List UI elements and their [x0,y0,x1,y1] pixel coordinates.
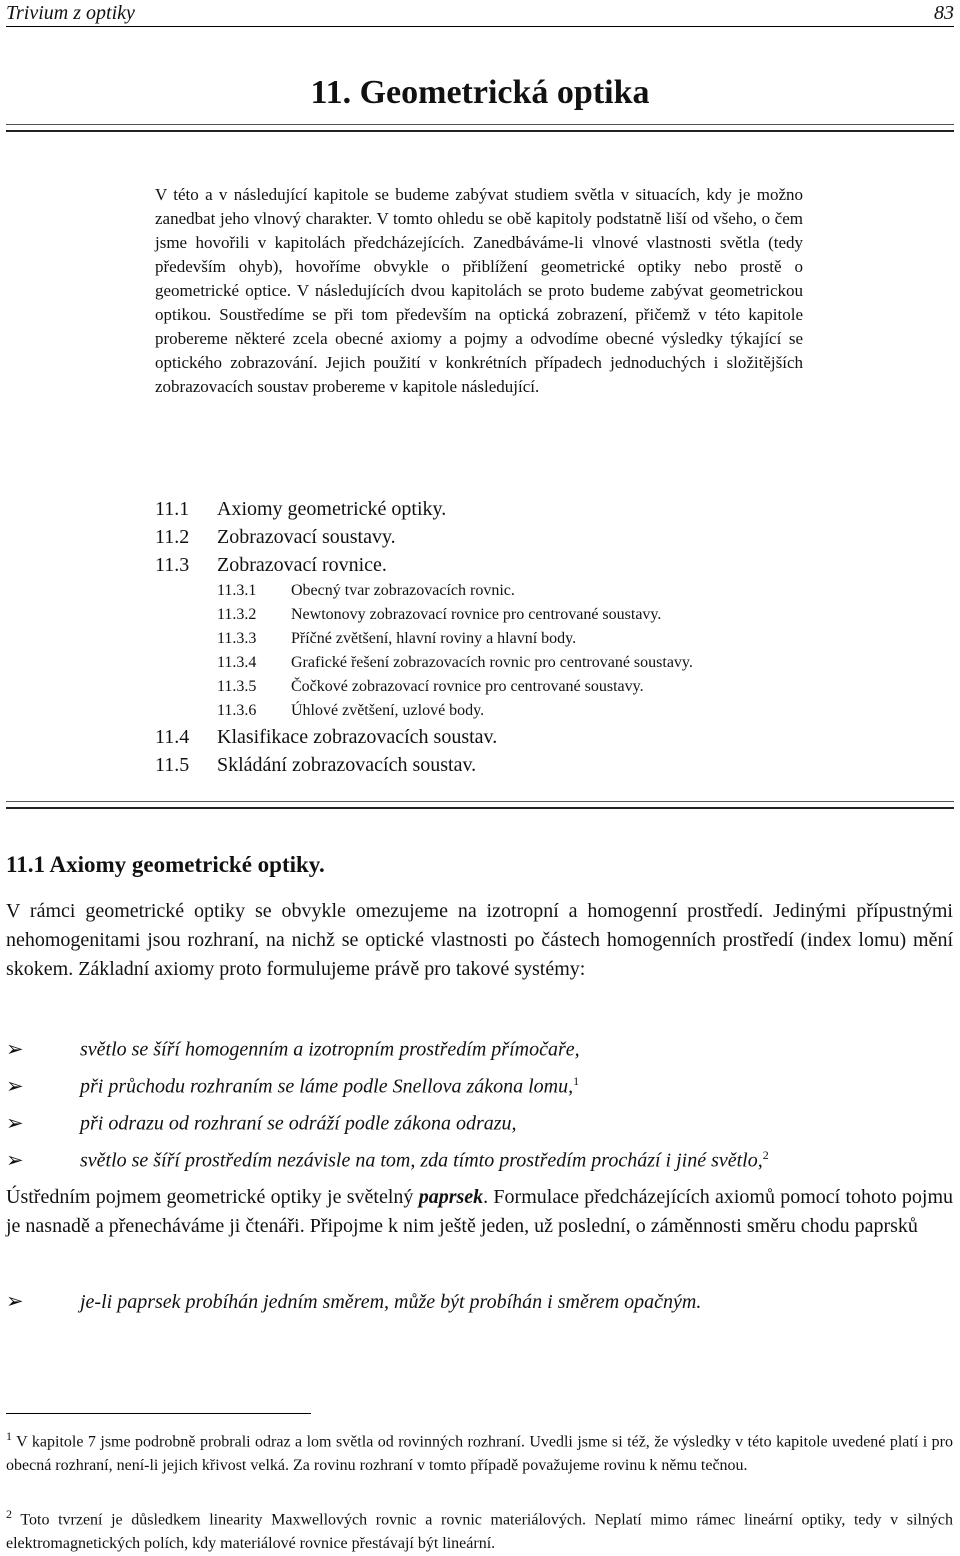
footnote-text: Toto tvrzení je důsledkem linearity Maxwellových rovnic a rovnic materiálových. Neplatí mimo rámec lineární optiky, tedy v silných elektromagnetických polích, kdy materiálové rovnice přestávají být lineární. [6,1511,953,1553]
top-divider [6,124,954,132]
toc-entry [155,723,855,751]
table-of-contents [155,495,855,779]
toc-number: 11.4 [155,726,190,748]
toc-title: Čočkové zobrazovací rovnice pro centrované soustavy. [291,678,644,695]
toc-number: 11.3.4 [217,654,257,671]
toc-title: Axiomy geometrické optiky. [217,498,447,520]
axiom-item [6,1100,946,1137]
toc-subentry [155,627,855,651]
axiom-text: je-li paprsek probíhán jedním směrem, může být probíhán i směrem opačným. [80,1291,702,1313]
toc-entry [155,495,855,523]
toc-number: 11.3.1 [217,582,257,599]
running-title: Trivium z optiky [6,2,135,24]
footnote-text: V kapitole 7 jsme podrobně probrali odraz a lom světla od rovinných rozhraní. Uvedli jsme si též, že výsledky v této kapitole uvedené platí i pro obecná rozhraní, není-li jejich křivost velká. Za rovinu rozhraní v tomto případě považujeme rovinu k němu tečnou. [6,1433,953,1475]
section-body [6,1183,953,1241]
section-paragraph: V rámci geometrické optiky se obvykle omezujeme na izotropní a homogenní prostředí. Jedinými přípustnými nehomogenitami jsou rozhraní, na nichž se optické vlastnosti po částech homogenních prostředí (index lomu) mění skokem. Základní axiomy proto formulujeme právě pro takové systémy: [6,900,953,980]
toc-number: 11.3 [155,554,190,576]
section-divider [6,801,954,809]
toc-title: Skládání zobrazovacích soustav. [217,754,477,776]
toc-entry [155,523,855,551]
toc-subentry [155,699,855,723]
footnote-divider [6,1413,311,1414]
toc-entry [155,751,855,779]
axiom-list [6,1283,946,1320]
page-number: 83 [934,2,954,24]
axiom-item [6,1137,946,1174]
arrow-bullet-icon: ➢ [6,1073,24,1098]
toc-number: 11.3.5 [217,678,257,695]
footnote [6,1502,953,1556]
axiom-item [6,1283,946,1320]
arrow-bullet-icon: ➢ [6,1289,24,1313]
axiom-text: světlo se šíří homogenním a izotropním prostředím přímočaře, [80,1038,580,1061]
toc-number: 11.2 [155,526,190,548]
section-body [6,897,953,984]
toc-subentry [155,675,855,699]
section-paragraph [6,1183,953,1241]
chapter-intro [155,183,803,399]
chapter-title: 11. Geometrická optika [310,74,650,111]
section-title: 11.1 Axiomy geometrické optiky. [6,852,325,877]
arrow-bullet-icon: ➢ [6,1147,24,1172]
toc-number: 11.3.2 [217,606,257,623]
toc-subentry [155,579,855,603]
paragraph-text: . Formulace předcházejících axiomů pomocí tohoto pojmu je nasnadě a přenecháváme ji čtenáři. Připojme k nim ještě jeden, už poslední, o záměnnosti směru chodu paprsků [6,1186,954,1237]
intro-paragraph: V této a v následující kapitole se budeme zabývat studiem světla v situacích, kdy je možno zanedbat jeho vlnový charakter. V tomto ohledu se obě kapitoly podstatně liší od všeho, o čem jsme hovořili v kapitolách předcházejících. Zanedbáváme-li vlnové vlastnosti světla (tedy především ohyb), hovoříme obvykle o přiblížení geometrické optiky nebo prostě o geometrické optice. V následujících dvou kapitolách se proto budeme zabývat geometrickou optikou. Soustředíme se při tom především na optická zobrazení, přičemž v této kapitole probereme některé zcela obecné axiomy a pojmy a odvodíme obecné výsledky týkající se optického zobrazování. Jejich použití v konkrétních případech jednoduchých i složitějších zobrazovacích soustav probereme v kapitole následující. [155,185,803,396]
arrow-bullet-icon: ➢ [6,1110,24,1135]
toc-title: Newtonovy zobrazovací rovnice pro centrované soustavy. [291,606,662,623]
toc-number: 11.1 [155,498,190,520]
arrow-bullet-icon: ➢ [6,1036,24,1061]
toc-title: Zobrazovací soustavy. [217,526,396,548]
axiom-item [6,1026,946,1063]
toc-title: Grafické řešení zobrazovacích rovnic pro centrované soustavy. [291,654,693,671]
toc-subentry [155,603,855,627]
axiom-text: světlo se šíří prostředím nezávisle na tom, zda tímto prostředím prochází i jiné světlo, [80,1149,763,1172]
toc-title: Obecný tvar zobrazovacích rovnic. [291,582,515,599]
footnote-mark: 2 [6,1507,12,1521]
toc-subentry [155,651,855,675]
paragraph-text: Ústředním pojmem geometrické optiky je světelný [6,1186,419,1208]
toc-title: Úhlové zvětšení, uzlové body. [291,702,485,719]
axiom-list [6,1026,946,1174]
footnote [6,1424,953,1478]
axiom-text: při odrazu od rozhraní se odráží podle zákona odrazu, [80,1112,517,1135]
axiom-item [6,1063,946,1100]
key-term: paprsek [418,1186,484,1208]
toc-entry [155,551,855,579]
toc-number: 11.5 [155,754,190,776]
footnote-ref: 2 [762,1148,769,1162]
footnote-ref: 1 [573,1074,580,1088]
axiom-text: při průchodu rozhraním se láme podle Snellova zákona lomu, [80,1075,574,1098]
toc-title: Příčné zvětšení, hlavní roviny a hlavní body. [291,630,577,647]
toc-title: Klasifikace zobrazovacích soustav. [217,726,498,748]
toc-title: Zobrazovací rovnice. [217,554,387,576]
page-header [6,0,954,27]
toc-number: 11.3.3 [217,630,257,647]
toc-number: 11.3.6 [217,702,257,719]
footnote-mark: 1 [6,1429,12,1443]
